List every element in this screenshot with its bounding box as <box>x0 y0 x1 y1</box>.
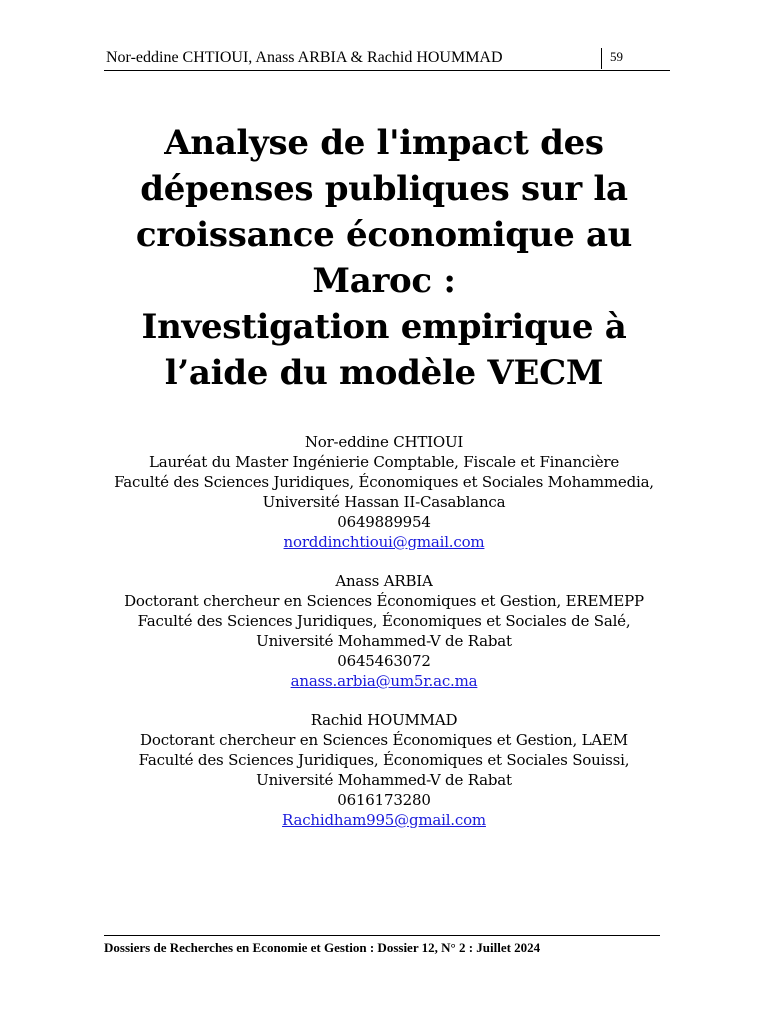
title-line: Analyse de l'impact des <box>164 123 604 163</box>
author-list <box>84 432 684 830</box>
author-email-link[interactable]: Rachidham995@gmail.com <box>282 811 486 829</box>
author-affiliation: Faculté des Sciences Juridiques, Économiques et Sociales Mohammedia, <box>114 473 654 491</box>
author-affiliation: Université Hassan II-Casablanca <box>262 493 506 511</box>
title-line: dépenses publiques sur la <box>140 169 628 209</box>
page-header <box>104 48 670 71</box>
page-number: 59 <box>610 49 623 64</box>
author-name: Rachid HOUMMAD <box>310 711 458 729</box>
author-affiliation: Faculté des Sciences Juridiques, Économiques et Sociales de Salé, <box>137 612 631 630</box>
paper-title <box>84 120 684 396</box>
author-phone: 0649889954 <box>337 513 431 531</box>
author-name: Anass ARBIA <box>335 572 433 590</box>
title-line: l’aide du modèle VECM <box>164 353 604 393</box>
author-name: Nor-eddine CHTIOUI <box>304 433 464 451</box>
author-affiliation: Lauréat du Master Ingénierie Comptable, Fiscale et Financière <box>148 453 620 471</box>
author-block-hoummad <box>84 710 684 830</box>
author-affiliation: Université Mohammed-V de Rabat <box>256 632 512 650</box>
author-affiliation: Doctorant chercheur en Sciences Économiques et Gestion, LAEM <box>140 731 628 749</box>
header-divider <box>601 48 602 69</box>
author-affiliation: Doctorant chercheur en Sciences Économiques et Gestion, EREMEPP <box>124 592 644 610</box>
title-line: Investigation empirique à <box>141 307 627 347</box>
author-email-link[interactable]: anass.arbia@um5r.ac.ma <box>290 672 478 690</box>
author-affiliation: Université Mohammed-V de Rabat <box>256 771 512 789</box>
running-head-authors: Nor-eddine CHTIOUI, Anass ARBIA & Rachid HOUMMAD <box>106 49 503 66</box>
author-block-arbia <box>84 571 684 691</box>
author-block-chtioui <box>84 432 684 552</box>
author-email-link[interactable]: norddinchtioui@gmail.com <box>283 533 485 551</box>
author-affiliation: Faculté des Sciences Juridiques, Économiques et Sociales Souissi, <box>138 751 630 769</box>
title-line: croissance économique au <box>135 215 633 255</box>
title-line: Maroc : <box>312 261 456 301</box>
page-footer: Dossiers de Recherches en Economie et Gestion : Dossier 12, N° 2 : Juillet 2024 <box>104 935 660 956</box>
author-phone: 0616173280 <box>337 791 431 809</box>
author-phone: 0645463072 <box>337 652 431 670</box>
